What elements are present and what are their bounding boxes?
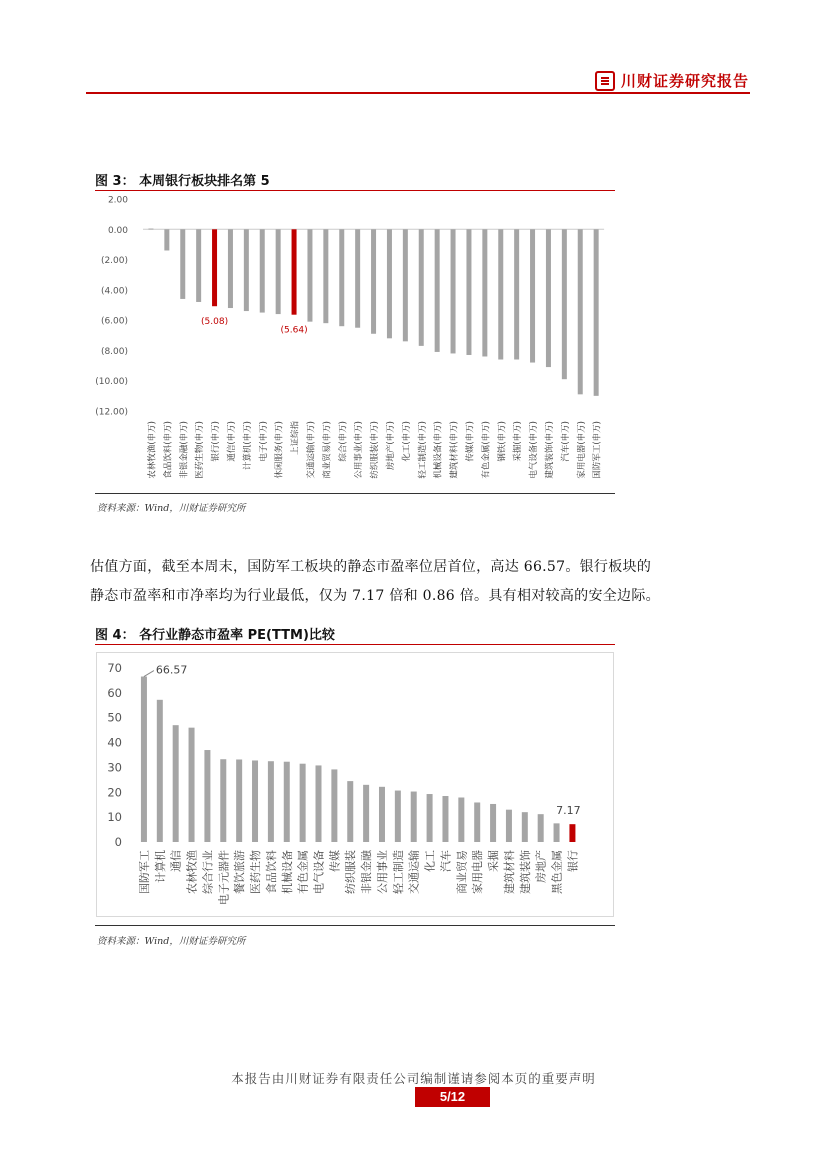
bar xyxy=(451,229,456,353)
x-tick-label: 计算机(申万) xyxy=(242,421,253,471)
x-tick-label: 食品饮料(申万) xyxy=(163,421,174,479)
bar xyxy=(331,769,337,842)
bar xyxy=(363,785,369,842)
data-label: 66.57 xyxy=(155,663,188,677)
figure4-chart xyxy=(96,652,614,917)
bar xyxy=(220,759,226,842)
paragraph-line-1: 估值方面，截至本周末，国防军工板块的静态市盈率位居首位，高达 66.57。银行板块的 xyxy=(90,559,652,575)
x-tick-label: 综合(申万) xyxy=(338,421,349,462)
y-tick-label: 40 xyxy=(107,735,122,750)
figure4-title-rule xyxy=(95,644,615,645)
bar xyxy=(284,762,290,842)
y-tick-label: 2.00 xyxy=(107,195,128,206)
data-label: 7.17 xyxy=(556,804,581,818)
bar xyxy=(307,229,312,321)
y-tick-label: (10.00) xyxy=(95,377,128,388)
x-tick-label: 轻工制造(申万) xyxy=(417,421,428,479)
y-tick-label: (12.00) xyxy=(95,407,128,418)
bar xyxy=(292,229,297,314)
bar xyxy=(189,728,195,842)
x-tick-label: 建筑材料 xyxy=(502,850,516,894)
paragraph-line-2: 静态市盈率和市净率均为行业最低，仅为 7.17 倍和 0.86 倍。具有相对较高的安全边际。 xyxy=(90,588,660,604)
bar xyxy=(212,229,217,306)
bar xyxy=(196,229,201,302)
bar xyxy=(228,229,233,308)
chuancai-logo-icon xyxy=(595,71,615,91)
y-tick-label: 0 xyxy=(114,835,122,849)
bar xyxy=(546,229,551,367)
bar xyxy=(538,814,544,842)
y-tick-label: 10 xyxy=(107,810,122,825)
x-tick-label: 纺织服装 xyxy=(344,850,358,894)
x-tick-label: 医药生物 xyxy=(249,850,263,894)
x-tick-label: 休闲服务(申万) xyxy=(274,421,285,479)
y-tick-label: (8.00) xyxy=(100,346,128,357)
x-tick-label: 电子(申万) xyxy=(258,421,269,462)
data-label-leader xyxy=(144,671,154,677)
bar xyxy=(355,229,360,327)
x-tick-label: 公用事业 xyxy=(375,850,389,894)
x-tick-label: 采掘(申万) xyxy=(513,421,524,462)
bar xyxy=(569,824,575,842)
bar xyxy=(204,750,210,842)
y-tick-label: 50 xyxy=(107,710,122,725)
bar xyxy=(466,229,471,355)
y-tick-label: (4.00) xyxy=(100,286,128,297)
figure3-title-rule xyxy=(95,190,615,191)
bar xyxy=(498,229,503,359)
bar xyxy=(427,794,433,842)
x-tick-label: 有色金属 xyxy=(296,850,310,894)
x-tick-label: 交通运输 xyxy=(407,850,421,894)
brand-name: 川财证券研究报告 xyxy=(620,72,749,90)
bar xyxy=(442,796,448,842)
header-divider xyxy=(86,92,750,94)
figure3-title: 图 3： 本周银行板块排名第 5 xyxy=(95,174,270,189)
bar xyxy=(180,229,185,299)
x-tick-label: 房地产(申万) xyxy=(385,421,396,471)
bar xyxy=(594,229,599,396)
x-tick-label: 纺织服装(申万) xyxy=(370,421,381,479)
figure3-source: 资料来源：Wind，川财证券研究所 xyxy=(97,503,246,514)
page-number: 5/12 xyxy=(415,1087,490,1107)
data-label: (5.08) xyxy=(201,317,229,328)
x-tick-label: 公用事业(申万) xyxy=(354,421,365,479)
bar xyxy=(474,802,480,842)
x-tick-label: 农林牧渔 xyxy=(185,850,199,894)
bar xyxy=(157,700,163,842)
figure4-bottom-rule xyxy=(95,925,615,926)
x-tick-label: 商业贸易(申万) xyxy=(322,421,333,479)
body-paragraph xyxy=(90,553,740,611)
x-tick-label: 医药生物(申万) xyxy=(195,421,206,479)
x-tick-label: 计算机 xyxy=(153,850,167,883)
x-tick-label: 电气设备(申万) xyxy=(529,421,540,479)
bar xyxy=(419,229,424,346)
x-tick-label: 商业贸易 xyxy=(455,850,469,894)
x-tick-label: 交通运输(申万) xyxy=(306,421,317,479)
y-tick-label: 0.00 xyxy=(107,225,128,236)
x-tick-label: 钢铁(申万) xyxy=(497,421,508,462)
x-tick-label: 上证综指 xyxy=(290,421,301,456)
x-tick-label: 传媒(申万) xyxy=(465,421,476,462)
figure3-bottom-rule xyxy=(95,493,615,494)
bar xyxy=(435,229,440,352)
x-tick-label: 家用电器(申万) xyxy=(576,421,587,479)
bar xyxy=(458,798,464,842)
x-tick-label: 化工 xyxy=(423,850,437,872)
bar xyxy=(371,229,376,333)
bar xyxy=(148,229,153,230)
x-tick-label: 汽车 xyxy=(439,850,453,872)
bar xyxy=(141,677,147,842)
bar xyxy=(244,229,249,311)
x-tick-label: 家用电器 xyxy=(471,850,485,894)
x-tick-label: 采掘 xyxy=(487,850,501,872)
bar xyxy=(276,229,281,314)
x-tick-label: 通信 xyxy=(169,850,183,872)
x-tick-label: 建筑材料(申万) xyxy=(449,421,460,479)
bar xyxy=(252,760,258,842)
bar xyxy=(268,761,274,842)
x-tick-label: 电气设备 xyxy=(312,850,326,894)
x-tick-label: 通信(申万) xyxy=(226,421,237,462)
x-tick-label: 传媒 xyxy=(328,850,342,872)
bar xyxy=(236,759,242,842)
x-tick-label: 银行(申万) xyxy=(211,421,222,462)
y-tick-label: 70 xyxy=(107,661,122,675)
x-tick-label: 建筑装饰(申万) xyxy=(544,421,555,479)
x-tick-label: 银行 xyxy=(566,850,580,872)
x-tick-label: 建筑装饰 xyxy=(518,850,532,894)
x-tick-label: 汽车(申万) xyxy=(560,421,571,462)
bar xyxy=(323,229,328,323)
bar xyxy=(339,229,344,326)
x-tick-label: 餐饮旅游 xyxy=(233,850,247,894)
bar xyxy=(514,229,519,359)
y-tick-label: 20 xyxy=(107,785,122,800)
bar xyxy=(562,229,567,379)
x-tick-label: 房地产 xyxy=(534,850,548,883)
bar xyxy=(578,229,583,394)
bar xyxy=(164,229,169,250)
bar xyxy=(490,804,496,842)
data-label: (5.64) xyxy=(280,325,308,336)
bar xyxy=(300,764,306,842)
bar xyxy=(403,229,408,341)
x-tick-label: 非银金融(申万) xyxy=(179,421,190,479)
bar xyxy=(530,229,535,362)
bar xyxy=(395,791,401,842)
figure4-title: 图 4： 各行业静态市盈率 PE(TTM)比较 xyxy=(95,628,335,643)
x-tick-label: 有色金属(申万) xyxy=(481,421,492,479)
x-tick-label: 轻工制造 xyxy=(391,850,405,894)
bar xyxy=(387,229,392,338)
x-tick-label: 电子元器件 xyxy=(217,850,231,905)
bar xyxy=(522,812,528,842)
footer-disclaimer: 本报告由川财证券有限责任公司编制谨请参阅本页的重要声明 xyxy=(231,1071,596,1086)
y-tick-label: (6.00) xyxy=(100,316,128,327)
y-tick-label: (2.00) xyxy=(100,256,128,267)
bar xyxy=(173,725,179,842)
bar xyxy=(411,792,417,842)
figure4-source: 资料来源：Wind，川财证券研究所 xyxy=(97,936,246,947)
x-tick-label: 食品饮料 xyxy=(264,850,278,894)
bar xyxy=(379,787,385,842)
x-tick-label: 国防军工(申万) xyxy=(592,421,603,479)
x-tick-label: 非银金融 xyxy=(360,850,374,894)
x-tick-label: 农林牧渔(申万) xyxy=(147,421,158,479)
x-tick-label: 综合行业 xyxy=(201,850,215,894)
bar xyxy=(506,810,512,842)
bar xyxy=(316,765,322,842)
y-tick-label: 30 xyxy=(107,760,122,775)
x-tick-label: 化工(申万) xyxy=(401,421,412,462)
bar xyxy=(347,781,353,842)
bar xyxy=(482,229,487,356)
x-tick-label: 机械设备 xyxy=(280,850,294,894)
bar xyxy=(554,823,560,842)
bar xyxy=(260,229,265,312)
figure3-chart xyxy=(95,192,615,492)
x-tick-label: 国防军工 xyxy=(137,850,151,894)
x-tick-label: 黑色金属 xyxy=(550,850,564,894)
y-tick-label: 60 xyxy=(107,685,122,700)
header-brand xyxy=(595,70,749,91)
x-tick-label: 机械设备(申万) xyxy=(433,421,444,479)
